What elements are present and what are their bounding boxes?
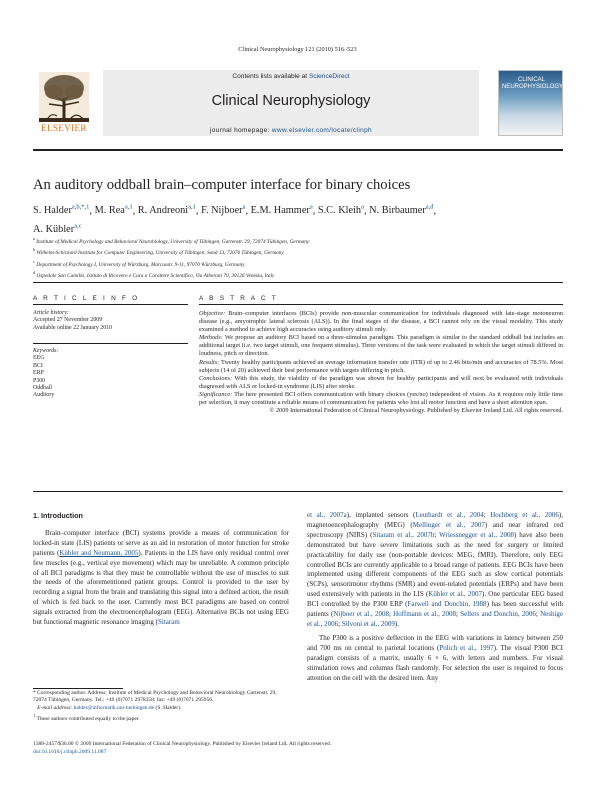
doi-link[interactable]: doi:10.1016/j.clinph.2009.11.087 <box>33 748 107 755</box>
sciencedirect-link[interactable]: ScienceDirect <box>308 73 350 80</box>
keyword: P300 <box>33 377 46 384</box>
affiliation: $^c$ Department of Psychology I, University of Würzburg, Marcusstr. 9-11, 97070 Würzburg, Germany <box>33 258 245 268</box>
citation-link[interactable]: Sitaram <box>158 618 180 627</box>
abstract-conclusions: Conclusions: With this study, the viability of the paradigm was shown for healthy participants and will next be evaluated with individuals diagnosed with ALS or locked-in syndrome (LIS) after stroke. <box>199 374 563 390</box>
corresponding-author-note: * Corresponding author. Address: Institute of Medical Psychology and Behavioral Neurobiology Gartenstr. 29, 72074 Tübingen, Germany. Tel.: +49 (0)7071 2978358; fax: +49 (0)7071 295956. <box>33 690 277 704</box>
article-history <box>33 310 188 332</box>
author[interactable]: E.M. Hammer$^a$ <box>250 204 313 217</box>
article-info-heading: A R T I C L E I N F O <box>33 295 140 302</box>
keyword: ERP <box>33 370 44 377</box>
email-note: E-mail address: halder@informatik.uni-tuebingen.de (S. Halder). <box>37 704 182 711</box>
author[interactable]: M. Rea$^{a,1}$ <box>94 204 133 217</box>
affiliation: $^d$ Ospedale San Camillo, Istituto di Ricovero e Cura a Carattere Scientifico, Via Alberoni 70, 30126 Venezia, Italy <box>33 269 275 279</box>
author-list: S. Halder$^{a,b,*,1}$, M. Rea$^{a,1}$, R. Andreoni$^{a,1}$, F. Nijboer$^a$, E.M. Hammer$^a$, S.C. Kleih$^a$, N. Birbaumer$^{a,d}$, A. Kübler$^{a,c}$ <box>33 204 437 235</box>
abstract-significance: Significance: The here presented BCI offers communication with binary choices (yes/no) independent of vision. As it requires only little time per selection, it may constitute a reliable means of communication for patients who lost all motor function and have a short attention span. <box>199 390 563 407</box>
accepted-date: Accepted 27 November 2009 <box>33 317 103 324</box>
affiliation: $^a$ Institute of Medical Psychology and Behavioral Neurobiology, University of Tübingen, Gartenstr. 29, 72074 Tübingen, Germany <box>33 236 310 245</box>
journal-cover-thumbnail[interactable] <box>498 70 563 136</box>
keyword: Oddball <box>33 385 52 392</box>
journal-name: Clinical Neurophysiology <box>211 93 371 109</box>
contents-line <box>103 73 479 80</box>
citation-link[interactable]: Sitaram et al., 2007b <box>372 530 435 539</box>
citation-link[interactable]: Kübler and Neumann, 2005 <box>59 548 139 557</box>
intro-paragraph-continued: et al., 2007a), implanted sensors (Leuthardt et al., 2004; Hochberg et al., 2006), magnetoencephalography (MEG) (Mellinger et al., 2007) and near infrared red spectroscopy (NIRS) (Sitaram et al., 2007b; Wriessnegger et al., 2008) have also been demonstrated but have severe limitations such as the need for surgery or limited practicability for daily use (non-portable devices: MEG, fMRI). Therefore, only EEG controlled BCIs are currently applicable to a broad range of patients. EEG BCIs have been implemented using different components of the EEG such as slow cortical potentials (SCPs), sensorimotor rhythms (SMR) and event-related potentials (ERPs) and have been used extensively with patients in the LIS (Kübler et al., 2007). One particular EEG based BCI controlled by the P300 ERP (Farwell and Donchin, 1988) has been successful with patients (Nijboer et al., 2008; Hoffmann et al., 2008; Sellers and Donchin, 2006; Neshige et al., 2006; Silvoni et al., 2009). <box>307 511 564 628</box>
keywords-divider <box>33 343 188 344</box>
author[interactable]: A. Kübler$^{a,c}$ <box>33 222 82 235</box>
article-title: An auditory oddball brain–computer interface for binary choices <box>33 177 411 193</box>
journal-header <box>33 70 563 145</box>
body-column-left <box>33 511 289 628</box>
cover-title: CLINICAL NEUROPHYSIOLOGY <box>502 77 564 90</box>
elsevier-logo[interactable] <box>33 70 95 136</box>
author[interactable]: F. Nijboer$^a$ <box>201 204 246 217</box>
citation-link[interactable]: Neshige et al., 2006 <box>307 610 564 628</box>
journal-homepage-line <box>103 127 479 134</box>
header-divider <box>33 149 563 151</box>
journal-homepage-link[interactable]: www.elsevier.com/locate/clinph <box>271 127 373 134</box>
author[interactable]: S.C. Kleih$^a$ <box>317 204 364 217</box>
abstract-methods: Methods: We propose an auditory BCI based on a three-stimulus paradigm. This paradigm is similar to the standard oddball but includes an additional target (i.e. two target stimuli, one frequent stimulus). Three versions of the task were evaluated in which the target stimuli differed in loudness, pitch or direction. <box>199 334 563 358</box>
intro-paragraph: The P300 is a positive deflection in the EEG with variations in latency between 250 and 700 ms on central to parietal locations (Polich et al., 1997). The visual P300 BCI paradigm consists of a matrix, usually 6 × 6, with letters and numbers. For visual stimulation rows and columns flash randomly. For selection the user is required to focus attention on the cell with the desired item. Any <box>307 633 563 682</box>
footnotes <box>33 690 289 723</box>
keywords-label: Keywords: <box>33 348 59 354</box>
homepage-prefix: journal homepage: <box>209 127 272 134</box>
affiliation: $^b$ Wilhelm-Schickard Institute for Computer Engineering, University of Tübingen, Sand 13, 72076 Tübingen, Germany <box>33 247 284 257</box>
citation-link[interactable]: Kübler et al., 2007 <box>428 590 482 599</box>
keyword: BCI <box>33 362 43 369</box>
elsevier-wordmark: ELSEVIER <box>41 123 87 133</box>
contents-prefix: Contents lists available at <box>232 73 309 80</box>
issn-line: 1388-2457/$36.00 © 2009 International Federation of Clinical Neurophysiology. Published by Elsevier Ireland Ltd. All rights reserved. <box>33 741 332 747</box>
citation-link[interactable]: Wriessnegger et al., 2008 <box>439 530 514 539</box>
keyword: EEG <box>33 355 45 362</box>
citation-link[interactable]: Nijboer et al., 2008 <box>333 610 389 619</box>
affiliations <box>33 235 563 280</box>
keyword: Auditory <box>33 392 55 399</box>
citation-link[interactable]: Hoffmann et al., 2008 <box>393 610 457 619</box>
abstract-results: Results: Twenty healthy participants achieved an average information transfer rate (ITR) of up to 2.46 bits/min and accuracies of 78.5%. Most subjects (14 of 20) achieved their best performance with targets differing in pitch. <box>199 358 563 374</box>
elsevier-tree-icon <box>39 72 89 122</box>
abstract-heading: A B S T R A C T <box>199 295 278 302</box>
citation-link[interactable]: Polich et al., 1997 <box>439 643 494 652</box>
abstract-divider <box>199 304 563 305</box>
footnote-divider <box>33 688 123 689</box>
equal-contribution-note: $^1$ These authors contributed equally to the paper. <box>33 713 140 723</box>
body-column-right <box>307 511 563 683</box>
email-link[interactable]: halder@informatik.uni-tuebingen.de <box>73 704 155 711</box>
keywords <box>33 348 188 400</box>
author[interactable]: R. Andreoni$^{a,1}$ <box>137 204 196 217</box>
citation-link[interactable]: et al., 2007a <box>307 511 347 519</box>
abstract-objective: Objective: Brain–computer interfaces (BCIs) provide non-muscular communication for individuals diagnosed with late-stage motoneuron disease (e.g., amyotrophic lateral sclerosis (ALS)). In the final stages of the disease, a BCI cannot rely on the visual modality. This study examined a method to achieve high accuracies using auditory stimuli only. <box>199 310 563 334</box>
citation-link[interactable]: Hochberg et al., 2006 <box>490 511 559 519</box>
abstract-body <box>199 310 563 415</box>
citation-link[interactable]: Leuthardt et al., 2004 <box>415 511 484 519</box>
history-label: Article history: <box>33 310 69 316</box>
citation-link[interactable]: Silvoni et al., 2009 <box>341 619 395 628</box>
author[interactable]: N. Birbaumer$^{a,d}$ <box>369 204 434 217</box>
citation-link[interactable]: Mellinger et al., 2007 <box>412 520 485 529</box>
citation-link[interactable]: Sellers and Donchin, 2006 <box>460 610 536 619</box>
available-online-date: Available online 22 January 2010 <box>33 324 113 331</box>
citation-link[interactable]: Farwell and Donchin, 1988 <box>407 600 487 609</box>
journal-reference: Clinical Neurophysiology 121 (2010) 516–523 <box>238 46 357 53</box>
affiliation-divider <box>33 282 563 283</box>
intro-paragraph: Brain–computer interface (BCI) systems provide a means of communication for locked-in state (LIS) patients or serve as an aid in restoration of motor function for stroke patients (Kübler and Neumann, 2005). Patients in the LIS have only residual control over few muscles (e.g., vertical eye movement) which may be unreliable. A common principle of all BCI paradigms is that they must be controllable without the use of muscles to suit the needs of the aforementioned patient groups. Control is provided to the user by recording a signal from the brain and translating this signal into a defined action, the result of which is fed back to the user. Currently most BCI paradigms are based on control signals extracted from the electroencephalogram (EEG). Alternative BCIs not using EEG but functional magnetic resonance imaging (Sitaram <box>33 528 290 627</box>
body-divider <box>33 491 563 492</box>
article-info-divider <box>33 304 188 305</box>
introduction-heading: 1. Introduction <box>33 511 83 520</box>
publication-meta <box>33 741 563 756</box>
abstract-copyright: © 2009 International Federation of Clinical Neurophysiology. Published by Elsevier Ireland Ltd. All rights reserved. <box>269 407 563 415</box>
author[interactable]: S. Halder$^{a,b,*,1}$ <box>33 204 90 217</box>
